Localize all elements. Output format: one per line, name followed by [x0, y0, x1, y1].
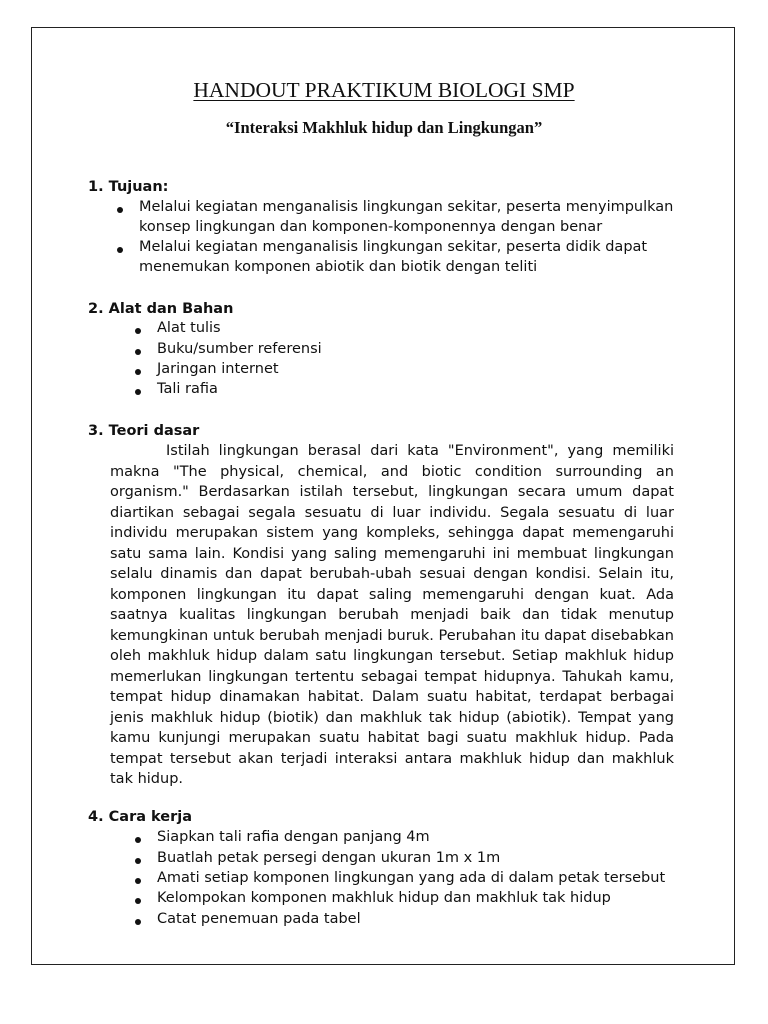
tujuan-item-2-line-2: menemukan komponen abiotik dan biotik dengan teliti: [139, 259, 538, 275]
bullet-icon: [135, 837, 141, 843]
cara-item-5: Catat penemuan pada tabel: [157, 911, 361, 927]
bullet-icon: [135, 328, 141, 334]
document-subtitle: “Interaksi Makhluk hidup dan Lingkungan”: [225, 118, 543, 137]
document-title: HANDOUT PRAKTIKUM BIOLOGI SMP: [193, 78, 575, 102]
teori-paragraph: [110, 441, 674, 790]
teori-paragraph-text: Istilah lingkungan berasal dari kata "Environment", yang memiliki makna "The physical, chemical, and biotic condition surrounding an organism." Berdasarkan istilah tersebut, lingkungan secara umum dapat diartikan sebagai segala sesuatu di luar individu. Segala sesuatu di luar individu merupakan sistem yang kompleks, sehingga dapat memengaruhi satu sama lain. Kondisi yang saling memengaruhi ini membuat lingkungan selalu dinamis dan dapat berubah-ubah sesuai dengan kondisi. Selain itu, komponen lingkungan itu dapat saling memengaruhi dengan kuat. Ada saatnya kualitas lingkungan berubah menjadi baik dan tidak menutup kemungkinan untuk berubah menjadi buruk. Perubahan itu dapat disebabkan oleh makhluk hidup dalam satu lingkungan tersebut. Setiap makhluk hidup memerlukan lingkungan tertentu sebagai tempat hidupnya. Tahukah kamu, tempat hidup dinamakan habitat. Dalam suatu habitat, terdapat berbagai jenis makhluk hidup (biotik) dan makhluk tak hidup (abiotik). Tempat yang kamu kunjungi merupakan suatu habitat bagi suatu makhluk hidup. Pada tempat tersebut akan terjadi interaksi antara makhluk hidup dan makhluk tak hidup.: [110, 443, 674, 787]
section-cara-heading: 4. Cara kerja: [88, 809, 193, 825]
cara-item-3: Amati setiap komponen lingkungan yang ada di dalam petak tersebut: [157, 870, 666, 886]
alat-item-4: Tali rafia: [157, 381, 218, 397]
alat-item-2: Buku/sumber referensi: [157, 341, 322, 357]
tujuan-item-1-line-2: konsep lingkungan dan komponen-komponennya dengan benar: [139, 219, 603, 235]
bullet-icon: [135, 369, 141, 375]
cara-item-1: Siapkan tali rafia dengan panjang 4m: [157, 829, 430, 845]
tujuan-item-1-line-1: Melalui kegiatan menganalisis lingkungan sekitar, peserta menyimpulkan: [139, 199, 674, 215]
section-teori-heading: 3. Teori dasar: [88, 423, 200, 439]
alat-item-1: Alat tulis: [157, 320, 221, 336]
bullet-icon: [135, 919, 141, 925]
bullet-icon: [117, 247, 123, 253]
cara-item-2: Buatlah petak persegi dengan ukuran 1m x 1m: [157, 850, 501, 866]
alat-item-3: Jaringan internet: [157, 361, 279, 377]
bullet-icon: [135, 878, 141, 884]
section-tujuan-heading: 1. Tujuan:: [88, 179, 169, 195]
cara-item-4: Kelompokan komponen makhluk hidup dan makhluk tak hidup: [157, 890, 611, 906]
bullet-icon: [117, 207, 123, 213]
section-alat-heading: 2. Alat dan Bahan: [88, 301, 234, 317]
bullet-icon: [135, 898, 141, 904]
tujuan-item-2-line-1: Melalui kegiatan menganalisis lingkungan sekitar, peserta didik dapat: [139, 239, 648, 255]
bullet-icon: [135, 389, 141, 395]
bullet-icon: [135, 349, 141, 355]
bullet-icon: [135, 858, 141, 864]
